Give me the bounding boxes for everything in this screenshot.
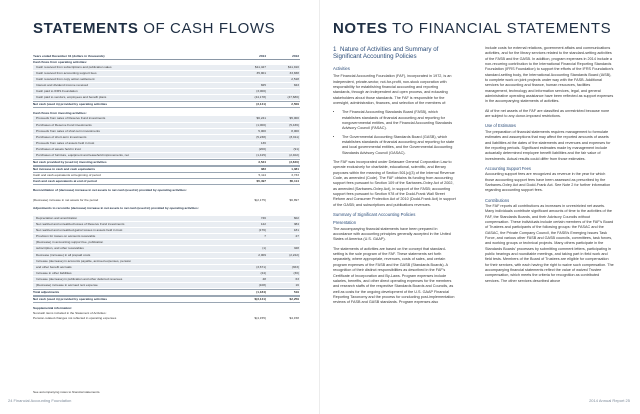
- activities-heading: Activities: [333, 65, 350, 71]
- total-row: [33, 166, 300, 173]
- row-label: Increase (decrease) in accounts payable, accrued expenses, pension: [36, 258, 132, 263]
- header-col-2013: 2013: [292, 54, 299, 58]
- row-label: Cash received from subscriptions and publication sales: [36, 65, 112, 70]
- row-label: Purchases of furniture, equipment and leasehold improvements, net: [36, 152, 129, 157]
- row-label: Supplemental information:: [33, 305, 73, 310]
- value-2014: 2,009: [258, 252, 266, 257]
- paragraph: The statements of activities are based on the concept that standard-setting is the sole program of the FAF. These statements set forth separately, where appropriate, revenues, costs of sales, and certain program expenses of the FASB and the GASB (Standards Boards). A recognition of their distinct responsibilities as described in the FAF's Certificate of Incorporation and By-Laws. Program expenses include salaries, benefits, and other direct operating expenses for the members and research staffs of the respective Standards Boards and Councils, as well as costs for the ongoing development of the U.S. GAAP Financial Reporting Taxonomy and the process for conducting post-implementation reviews of FASB and GASB standards. Program expenses also: [333, 246, 455, 305]
- section-heading-row: [33, 188, 300, 198]
- value-2014: 5,114: [258, 172, 266, 177]
- total-row: [33, 296, 300, 303]
- paragraph: The accompanying financial statements have been prepared in accordance with accounting principles generally accepted in the United States of America (U.S. GAAP).: [333, 226, 451, 242]
- page-footer-left: 24 Financial Accounting Foundation: [8, 398, 72, 403]
- row-label: (Decrease) increase in net assets for the period: [33, 198, 99, 203]
- value-2013: (30): [293, 270, 299, 275]
- row-label: Net realized and unrealized losses of Reserve Fund investments: [36, 222, 125, 227]
- value-2013: (2,402): [289, 152, 299, 157]
- row-label: Net increase in cash and cash equivalents: [33, 166, 96, 171]
- value-2014: (3,671): [256, 264, 266, 269]
- value-2013: 1,381: [291, 166, 299, 171]
- right-page: [320, 0, 640, 414]
- note-title: Nature of Activities and Summary of Significant Accounting Policies: [333, 46, 439, 61]
- value-2013: 8,000: [291, 128, 299, 133]
- value-2013: (363): [291, 264, 299, 269]
- row-label: Increase in other liabilities: [36, 270, 72, 275]
- total-row: [33, 101, 300, 108]
- value-2014: (1,184): [256, 289, 266, 294]
- total-row: [33, 159, 300, 166]
- value-2013: (8,911): [289, 134, 299, 139]
- value-2013: (91): [293, 146, 299, 151]
- row-label: Cash paid to vendors, employees and benefit plans: [36, 95, 107, 100]
- row-label: subscription, and other receivables: [36, 246, 84, 251]
- row-label: Increase (decrease) in publication and other deferred revenues: [36, 276, 123, 281]
- value-2013: 519: [293, 289, 299, 294]
- list-item: • The Financial Accounting Standards Board (FASB), which establishes standards of financial accounting and reporting for nongovernmental entities, and the Financial Accounting Standards Advisory Council (FASAC).: [342, 110, 456, 131]
- total-row: [33, 178, 300, 185]
- row-label: Adjustments to reconcile (decrease) increase in net assets to net cash (used in) provided by operating activities:: [33, 206, 199, 211]
- value-2014: (1,000): [256, 122, 266, 127]
- table-row: [33, 316, 300, 321]
- summary-heading: Summary of Significant Accounting Policies: [333, 212, 416, 218]
- value-2013: 63: [295, 276, 299, 281]
- value-2013: $5,000: [289, 116, 299, 121]
- title-light: TO FINANCIAL STATEMENTS: [387, 20, 612, 37]
- row-label: Cash flows from operating activities:: [33, 60, 88, 65]
- value-2014: (5,238): [256, 134, 266, 139]
- value-2013: $6,897: [289, 198, 299, 203]
- contributions-heading: Contributions: [485, 197, 510, 203]
- row-label: Proceeds from sales of Reserve Fund investments: [36, 116, 106, 121]
- value-2013: 328: [293, 246, 299, 251]
- value-2014: 5,000: [258, 128, 266, 133]
- estimates-heading: Use of Estimates: [485, 123, 516, 129]
- row-label: Depreciation and amortization: [36, 216, 78, 221]
- value-2013: 2,509: [291, 102, 299, 107]
- paragraph: All of the net assets of the FAF are classified as unrestricted because none are subject to any donor-imposed restrictions.: [485, 108, 610, 119]
- note-heading: [333, 46, 456, 61]
- value-2013: (3,840): [289, 159, 299, 164]
- value-2013: (5,436): [289, 122, 299, 127]
- row-label: Cash received from accounting support fees: [36, 71, 97, 76]
- paragraph: The preparation of financial statements requires management to formulate estimates and assumptions that may affect the reported amounts of assets and liabilities at the dates of the statements and revenues and expenses for the reporting periods. Significant estimates made by management include actuarially determined employee benefit liabilities and the fair value of investments. Actual results could differ from those estimates.: [485, 129, 611, 161]
- value-2014: $(3,141): [254, 296, 266, 301]
- row-label: Pension-related changes not reflected in operating expenses: [33, 315, 117, 320]
- value-2014: $(4,155): [254, 315, 266, 320]
- value-2013: 27: [295, 234, 299, 239]
- row-label: Total adjustments: [33, 289, 60, 294]
- value-2014: (44,178): [254, 95, 266, 100]
- value-2014: (24): [260, 270, 266, 275]
- value-2014: (176): [258, 228, 266, 233]
- value-2014: 383: [260, 166, 266, 171]
- value-2014: $11,427: [255, 65, 266, 70]
- title-bold: NOTES: [333, 20, 388, 37]
- row-label: and other benefit accruals: [36, 264, 72, 269]
- section-heading-row: [33, 206, 300, 216]
- value-2013: 181: [293, 228, 299, 233]
- row-label: Net realized and unrealized gains/ losses in assets held in trust: [36, 228, 123, 233]
- value-2014: 122: [260, 222, 266, 227]
- value-2013: (2,222): [289, 252, 299, 257]
- cash-flow-table: [33, 54, 300, 321]
- fees-heading: Accounting Support Fees: [485, 165, 531, 171]
- row-label: Interest and dividend income received: [36, 83, 89, 88]
- value-2014: $5,497: [256, 178, 266, 183]
- page-title-notes: [333, 20, 611, 37]
- value-2013: 33,838: [289, 71, 299, 76]
- value-2013: $4,158: [289, 315, 299, 320]
- header-label: Years ended December 31 (dollars in thousands): [33, 54, 105, 58]
- value-2014: (1): [262, 246, 266, 251]
- value-2013: $2,259: [289, 296, 299, 301]
- value-2013: $5,114: [289, 178, 299, 183]
- paragraph: The FAF was incorporated under Delaware General Corporation Law to operate exclusively for charitable, educational, scientific, and literary purposes within the meaning of Section 501(c)(3) of the Internal Revenue Code, as amended (Code). The FAF obtains its funding from accounting support fees pursuant to Section 109 of the Sarbanes-Oxley Act of 2002, as amended (Sarbanes-Oxley Act), in support of the FASB; accounting support fees pursuant to Section 978 of the Dodd-Frank Wall Street Reform and Consumer Protection Act of 2010 (Dodd-Frank Act) in support of the GASB; and subscriptions and publications revenues.: [333, 159, 456, 207]
- row-label: Decrease (increase) in all prepaid costs: [36, 252, 91, 257]
- presentation-heading: Presentation: [333, 220, 356, 226]
- value-2014: (1,415): [256, 152, 266, 157]
- value-2013: (47,680): [287, 95, 299, 100]
- list-item: • The Governmental Accounting Standards Board (GASB), which establishes standards of financial accounting and reporting for state and local governmental entities, and the Governmental Accounting Standards Advisory Council (GASAC).: [342, 135, 456, 156]
- paragraph: The FAF reports all contributions as increases in unrestricted net assets. Many individuals contribute significant amounts of time to the activities of the FAF, the Standards Boards, and their Advisory Councils without compensation. These individuals include certain members of the FAF's Board of Trustees and participants of the following groups: the FASAC and the GASAC, the Private Company Council, the FASB's Emerging Issues Task Force, and various other FASB and GASB councils, committees, task forces, and working groups or technical projects. Many others participate in the Standards Boards' processes by submitting comment letters, participating in public hearings and roundtable meetings, and taking part in field work and field tests. Members of the Board of Trustees are eligible for compensation for their services, with each having the right to waive such compensation. The accompanying financial statements reflect the value of waived Trustee compensation, which meets the criteria for recognition as contributed services. The other services described above: [485, 203, 614, 283]
- total-row: [33, 289, 300, 296]
- board-list: [333, 110, 456, 156]
- value-2014: 3,524: [258, 159, 266, 164]
- value-2014: (200): [258, 146, 266, 151]
- value-2014: 136: [260, 140, 266, 145]
- value-2013: 384: [293, 222, 299, 227]
- notes-column-2: [485, 46, 614, 288]
- paragraph: include costs for external relations, government affairs and communications activities, and for the library services related to the standard-setting activities of the FASB and the GASB. In addition, program expenses in 2014 include a non-recurring contribution to the International Financial Reporting Standards Foundation (IFRS Foundation) to support the efforts of the IFRS Foundation's standard-setting body, the International Accounting Standards Board (IASB), to complete work on joint projects under way with the FASB. Additional services for accounting and finance, human resources, facilities management, technology and information services, legal, and general administrative operating assistance have been reflected as support expenses in the accompanying statements of activities.: [485, 46, 614, 104]
- footnote: See accompanying notes to financial statements.: [33, 390, 101, 394]
- title-light: OF CASH FLOWS: [138, 20, 276, 37]
- row-label: Cash and cash equivalents at end of period: [33, 178, 97, 183]
- value-2014: 35,901: [256, 71, 266, 76]
- row-label: Net cash provided by (used in) investing activities: [33, 159, 107, 164]
- value-2014: 48: [262, 276, 266, 281]
- row-label: Reconciliation of (decrease) increase in net assets to net cash (used in) provided by operating activities:: [33, 187, 187, 192]
- value-2014: (3,141): [256, 102, 266, 107]
- row-label: Cash received from copy action settlement: [36, 77, 95, 82]
- row-label: Net cash (used in) provided by operating activities: [33, 102, 108, 107]
- value-2013: 16: [295, 282, 299, 287]
- row-label: Cash flows from investing activities:: [33, 111, 87, 116]
- value-2014: (3,000): [256, 89, 266, 94]
- value-2013: 843: [293, 83, 299, 88]
- row-label: Noncash items included in the Statement of Activities:: [33, 310, 107, 315]
- page-title-cash-flows: [33, 20, 275, 37]
- row-label: (Decrease) in accounting support fee, publication: [36, 240, 104, 245]
- row-label: Net cash (used in) provided by operating activities: [33, 296, 108, 301]
- value-2013: $11,910: [288, 65, 299, 70]
- value-2014: 7: [264, 234, 266, 239]
- page-footer-right: 2014 Annual Report 25: [589, 398, 630, 403]
- value-2013: 602: [293, 216, 299, 221]
- row-label: Purchases of assets held in trust: [36, 146, 81, 151]
- value-2014: 825: [260, 83, 266, 88]
- value-2014: (108): [258, 282, 266, 287]
- value-2013: 3,733: [291, 172, 299, 177]
- value-2014: $6,241: [256, 116, 266, 121]
- title-bold: STATEMENTS: [33, 20, 139, 37]
- row-label: Purchases of short-term investments: [36, 134, 87, 139]
- header-col-2014: 2014: [259, 54, 266, 58]
- row-label: Purchases of Reserve Fund investments: [36, 122, 92, 127]
- paragraph: The Financial Accounting Foundation (FAF), incorporated in 1972, is an independent, private-sector, not-for-profit, non-stock corporation with responsibility for establishing financial accounting and reporting standards, through an independent and open process, and educating stakeholders about those standards. The FAF is responsible for the oversight, administration, finances, and selection of the members of:: [333, 74, 452, 105]
- value-2014: 746: [260, 216, 266, 221]
- paragraph: Accounting support fees are recognized as revenue in the year for which those accounting support fees have been assessed as prescribed by the Sarbanes-Oxley Act and Dodd-Frank Act. See Note 2 for further information regarding accounting support fees.: [485, 172, 611, 193]
- note-number: 1: [333, 46, 337, 53]
- notes-column-1: [333, 46, 456, 310]
- row-label: Provision for losses on accounts receivable: [36, 234, 96, 239]
- value-2014: $(2,175): [254, 198, 266, 203]
- row-label: Cash paid to IFRS Foundation: [36, 89, 78, 94]
- row-label: Cash and cash equivalents at beginning of period: [33, 172, 101, 177]
- row-label: Proceeds from sales of assets held in trust: [36, 140, 95, 145]
- value-2013: 2,518: [291, 77, 299, 82]
- row-label: (Decrease) increase in accrued rent expense: [36, 282, 98, 287]
- row-label: Proceeds from sales of short-term investments: [36, 128, 100, 133]
